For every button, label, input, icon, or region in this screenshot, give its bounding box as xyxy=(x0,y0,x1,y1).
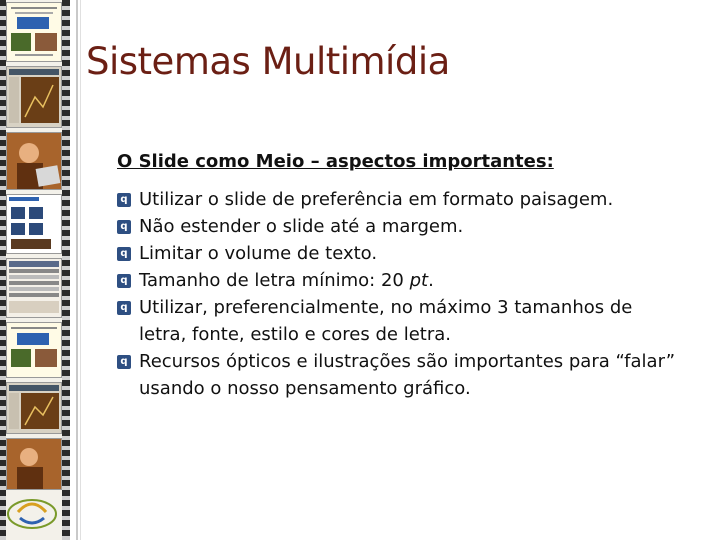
thumbnail-photo-2 xyxy=(6,438,62,490)
bullet-list xyxy=(117,186,677,402)
thumbnail-title-page-2 xyxy=(6,322,62,378)
bullet-item: q Recursos ópticos e ilustrações são importantes para “falar” usando o nosso pensamento gráfico. xyxy=(117,348,677,402)
thumbnail-brown-panel xyxy=(6,66,62,128)
filmstrip-decoration xyxy=(0,0,70,540)
bullet-item: q Não estender o slide até a margem. xyxy=(117,213,677,240)
checkbox-bullet-icon: q xyxy=(117,247,131,261)
slide-border xyxy=(76,0,78,540)
checkbox-bullet-icon: q xyxy=(117,301,131,315)
checkbox-bullet-icon: q xyxy=(117,274,131,288)
bullet-item: q Utilizar, preferencialmente, no máximo 3 tamanhos de letra, fonte, estilo e cores de letra. xyxy=(117,294,677,348)
bullet-item: q Utilizar o slide de preferência em formato paisagem. xyxy=(117,186,677,213)
slide-title: Sistemas Multimídia xyxy=(86,40,450,83)
thumbnail-brown-panel-2 xyxy=(6,382,62,434)
thumbnail-table xyxy=(6,258,62,318)
checkbox-bullet-icon: q xyxy=(117,220,131,234)
slide-border-inner xyxy=(80,0,81,540)
bullet-item: q Limitar o volume de texto. xyxy=(117,240,677,267)
thumbnail-map xyxy=(6,194,62,254)
section-heading: O Slide como Meio – aspectos importantes: xyxy=(117,151,554,172)
institution-logo-icon xyxy=(6,492,58,534)
film-perforation-right xyxy=(62,0,70,540)
bullet-item: q Tamanho de letra mínimo: 20 pt. xyxy=(117,267,677,294)
checkbox-bullet-icon: q xyxy=(117,193,131,207)
checkbox-bullet-icon: q xyxy=(117,355,131,369)
thumbnail-title-page xyxy=(6,2,62,62)
thumbnail-photo xyxy=(6,132,62,190)
